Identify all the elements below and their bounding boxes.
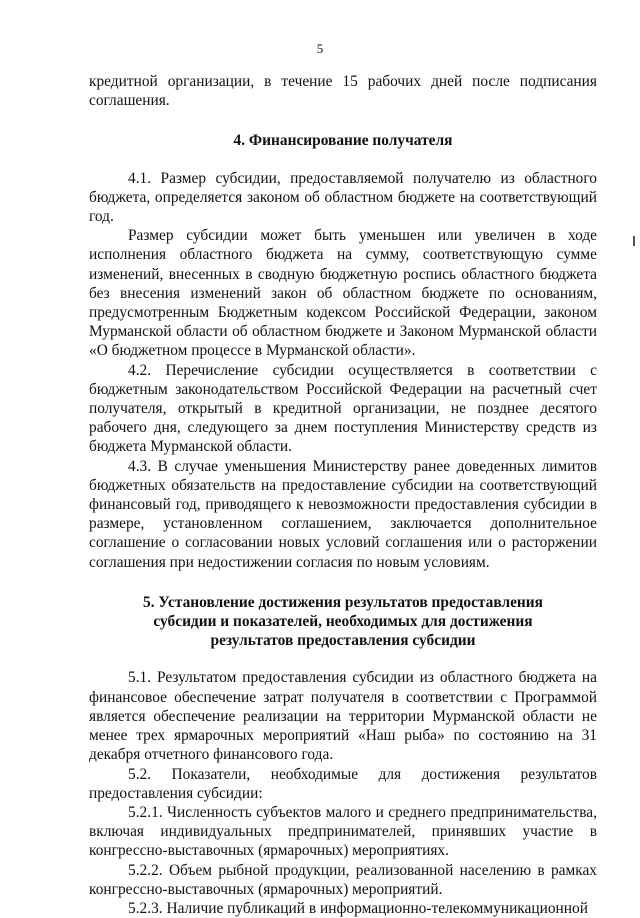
paragraph-5-2-2: 5.2.2. Объем рыбной продукции, реализованной населению в рамках конгрессно-выставочных (ярмарочных) мероприятий. — [89, 861, 597, 898]
paragraph-5-2-3: 5.2.3. Наличие публикаций в информационно-телекоммуникационной — [128, 899, 588, 917]
section-5-heading-line-2: субсидии и показателей, необходимых для достижения — [153, 613, 533, 631]
paragraph-4-2: 4.2. Перечисление субсидии осуществляется в соответствии с бюджетным законодательством Российской Федерации на расчетный счет получателя, открытый в кредитной организации, не позднее десятого рабочего дня, следующего за днем поступления Министерству средств из бюджета Мурманской области. — [89, 361, 597, 456]
paragraph-4-1-b: Размер субсидии может быть уменьшен или увеличен в ходе исполнения областного бюджета на сумму, соответствующую сумме изменений, внесенных в сводную бюджетную роспись областного бюджета без внесения изменений закон об областном бюджете по основаниям, предусмотренным Бюджетным кодексом Российской Федерации, законом Мурманской области об областном бюджете и Законом Мурманской области «О бюджетном процессе в Мурманской области». — [89, 227, 597, 360]
paragraph-4-1: 4.1. Размер субсидии, предоставляемой получателю из областного бюджета, определяется законом об областном бюджете на соответствующий год. — [89, 169, 597, 226]
section-5-heading — [89, 593, 597, 651]
paragraph-intro: кредитной организации, в течение 15 рабочих дней после подписания соглашения. — [89, 73, 597, 110]
section-5-heading-line-3: результатов предоставления субсидии — [210, 632, 476, 650]
page-number: 5 — [316, 41, 324, 56]
section-4-heading: 4. Финансирование получателя — [233, 132, 453, 150]
paragraph-5-2-1: 5.2.1. Численность субъектов малого и среднего предпринимательства, включая индивидуальных предпринимателей, принявших участие в конгрессно-выставочных (ярмарочных) мероприятиях. — [89, 803, 597, 860]
section-5-heading-line-1: 5. Установление достижения результатов предоставления — [143, 593, 543, 611]
paragraph-4-3: 4.3. В случае уменьшения Министерству ранее доведенных лимитов бюджетных обязательств на предоставление субсидии на соответствующий финансовый год, приводящего к невозможности предоставления субсидии в размере, установленном соглашением, заключается дополнительное соглашение о согласовании новых условий соглашения или о расторжении соглашения при недостижении согласия по новым условиям. — [89, 457, 597, 571]
paragraph-5-1: 5.1. Результатом предоставления субсидии из областного бюджета на финансовое обеспечение затрат получателя в соответствии с Программой является обеспечение реализации на территории Мурманской области не менее трех ярмарочных мероприятий «Наш рыба» по состоянию на 31 декабря отчетного финансового года. — [89, 669, 597, 764]
scan-edge-mark — [633, 236, 635, 246]
document-body — [89, 72, 597, 918]
paragraph-5-2: 5.2. Показатели, необходимые для достижения результатов предоставления субсидии: — [89, 765, 597, 802]
